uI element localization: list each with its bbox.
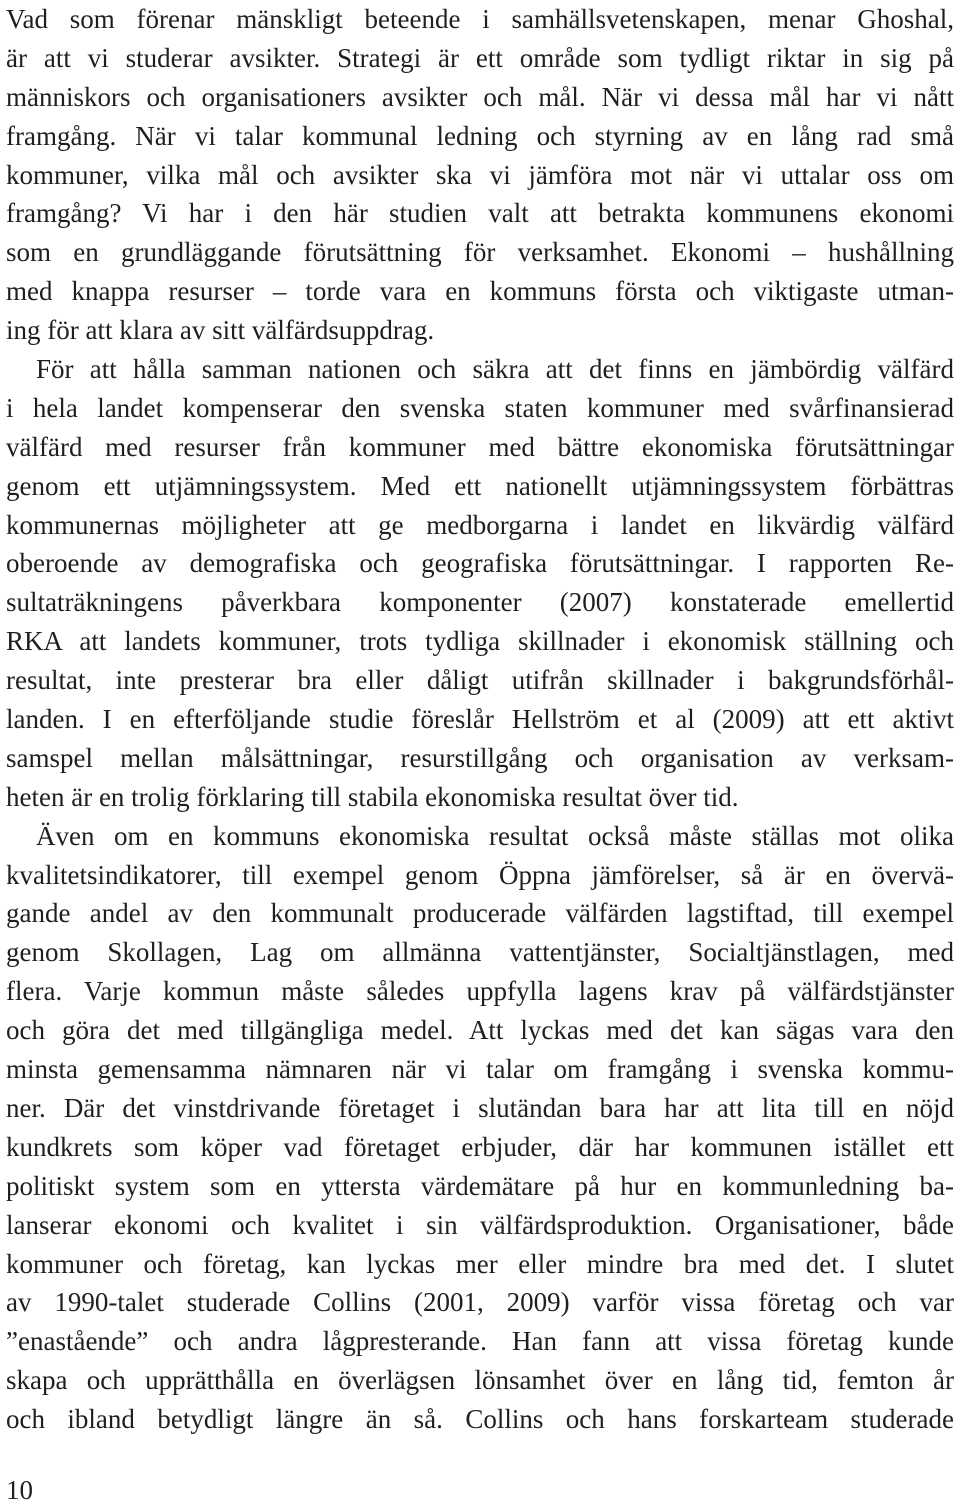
text-line: kvalitetsindikatorer, till exempel genom Öppna jämförelser, så är en övervä- (6, 859, 954, 890)
text-line: människors och organisationers avsikter och mål. När vi dessa mål har vi nått (6, 81, 954, 112)
text-line: politiskt system som en yttersta värdemätare på hur en kommunledning ba- (6, 1170, 954, 1201)
text-line: kommuner, vilka mål och avsikter ska vi jämföra mot när vi uttalar oss om (6, 159, 954, 190)
paragraph-2 (6, 350, 954, 817)
paragraph-3 (6, 817, 954, 1439)
text-line: välfärd med resurser från kommuner med bättre ekonomiska förutsättningar (6, 431, 954, 462)
text-line: ing för att klara av sitt välfärdsuppdrag. (6, 315, 435, 346)
text-line: gande andel av den kommunalt producerade välfärden lagstiftad, till exempel (6, 898, 954, 929)
page-number: 10 (6, 1475, 33, 1505)
text-line: i hela landet kompenserar den svenska staten kommuner med svårfinansierad (6, 392, 954, 423)
text-line: samspel mellan målsättningar, resurstillgång och organisation av verksam- (6, 742, 954, 773)
text-line: genom Skollagen, Lag om allmänna vattentjänster, Socialtjänstlagen, med (6, 937, 954, 968)
text-line: minsta gemensamma nämnaren när vi talar om framgång i svenska kommu- (6, 1054, 954, 1085)
text-line: ”enastående” och andra lågpresterande. Han fann att vissa företag kunde (6, 1326, 954, 1357)
text-line: kundkrets som köper vad företaget erbjuder, där har kommunen istället ett (6, 1131, 954, 1162)
text-line: och ibland betydligt längre än så. Collins och hans forskarteam studerade (6, 1404, 954, 1435)
text-line: med knappa resurser – torde vara en kommuns första och viktigaste utman- (6, 276, 954, 307)
text-line: Vad som förenar mänskligt beteende i samhällsvetenskapen, menar Ghoshal, (6, 4, 954, 34)
document-page (6, 0, 954, 1507)
text-line: resultat, inte presterar bra eller dåligt utifrån skillnader i bakgrundsförhål- (6, 665, 954, 696)
text-line: sultaträkningens påverkbara komponenter (2007) konstaterade emellertid (6, 587, 954, 618)
text-line: kommunernas möjligheter att ge medborgarna i landet en likvärdig välfärd (6, 509, 954, 540)
text-line: är att vi studerar avsikter. Strategi är ett område som tydligt riktar in sig på (6, 42, 954, 73)
text-line: RKA att landets kommuner, trots tydliga skillnader i ekonomisk ställning och (6, 626, 954, 657)
text-line: genom ett utjämningssystem. Med ett nationellt utjämningssystem förbättras (6, 470, 954, 501)
text-line: framgång? Vi har i den här studien valt att betrakta kommunens ekonomi (6, 198, 954, 229)
text-line: som en grundläggande förutsättning för verksamhet. Ekonomi – hushållning (6, 237, 954, 268)
text-line: flera. Varje kommun måste således uppfylla lagens krav på välfärdstjänster (6, 976, 954, 1007)
text-line: För att hålla samman nationen och säkra att det finns en jämbördig välfärd (36, 354, 954, 385)
text-line: och göra det med tillgängliga medel. Att lyckas med det kan sägas vara den (6, 1015, 954, 1046)
text-line: av 1990-talet studerade Collins (2001, 2009) varför vissa företag och var (6, 1287, 954, 1318)
text-line: lanserar ekonomi och kvalitet i sin välfärdsproduktion. Organisationer, både (6, 1209, 954, 1240)
text-line: ner. Där det vinstdrivande företaget i slutändan bara har att lita till en nöjd (6, 1092, 954, 1123)
text-line: skapa och upprätthålla en överlägsen lönsamhet över en lång tid, femton år (6, 1365, 954, 1396)
text-line: heten är en trolig förklaring till stabila ekonomiska resultat över tid. (6, 781, 739, 812)
text-line: oberoende av demografiska och geografiska förutsättningar. I rapporten Re- (6, 548, 954, 579)
text-line: framgång. När vi talar kommunal ledning och styrning av en lång rad små (6, 120, 954, 151)
text-line: landen. I en efterföljande studie föreslår Hellström et al (2009) att ett aktivt (6, 704, 954, 735)
text-line: kommuner och företag, kan lyckas mer eller mindre bra med det. I slutet (6, 1248, 954, 1279)
paragraph-1 (6, 0, 954, 350)
text-line: Även om en kommuns ekonomiska resultat också måste ställas mot olika (36, 820, 954, 851)
